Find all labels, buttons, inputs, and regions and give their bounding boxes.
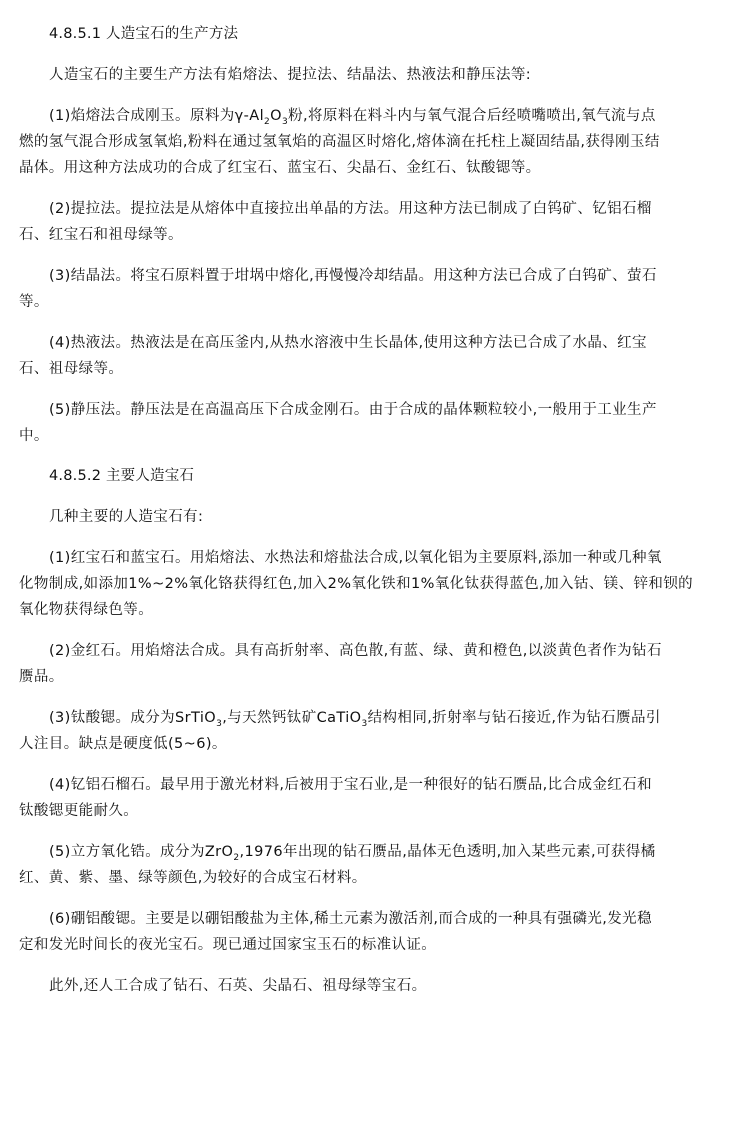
gem-ruby-sapphire [19,545,700,623]
gem-rutile [19,638,700,690]
gem-ruby-sapphire-line3: 氧化物获得绿色等。 [19,602,154,618]
method-crystallization-line2: 等。 [19,294,49,310]
intro-production-methods: 人造宝石的主要生产方法有焰熔法、提拉法、结晶法、热液法和静压法等: [49,67,532,83]
method-flame-fusion [19,103,700,181]
gem-yag [19,772,700,824]
method-flame-fusion-line1: (1)焰熔法合成刚玉。原料为$\gamma-Al_2O_3$粉,将原料在料斗内与氧气混合后经喷嘴喷出,氧气流与点 [49,108,656,127]
method-flame-fusion-line2: 燃的氢气混合形成氢氧焰,粉料在通过氢氧焰的高温区时熔化,熔体滴在托柱上凝固结晶,获得刚玉结 [19,134,660,150]
method-static-pressure-line2: 中。 [19,428,49,444]
gem-yag-line1: (4)钇铝石榴石。最早用于激光材料,后被用于宝石业,是一种很好的钻石赝品,比合成金红石和 [49,777,652,793]
gem-strontium-titanate-line1: (3)钛酸锶。成分为SrTiO$_3$,与天然钙钛矿CaTiO$_3$结构相同,折射率与钻石接近,作为钻石赝品引 [49,710,661,729]
method-hydrothermal [19,330,700,382]
gem-cubic-zirconia-line2: 红、黄、紫、墨、绿等颜色,为较好的合成宝石材料。 [19,870,367,886]
method-czochralski-line2: 石、红宝石和祖母绿等。 [19,227,183,243]
gem-strontium-aluminate-line2: 定和发光时间长的夜光宝石。现已通过国家宝玉石的标准认证。 [19,937,437,953]
method-crystallization-line1: (3)结晶法。将宝石原料置于坩埚中熔化,再慢慢冷却结晶。用这种方法已合成了白钨矿、萤石 [49,268,657,284]
gem-ruby-sapphire-line1: (1)红宝石和蓝宝石。用焰熔法、水热法和熔盐法合成,以氧化铝为主要原料,添加一种或几种氧 [49,550,662,566]
gem-strontium-titanate [19,705,700,757]
method-crystallization [19,263,700,315]
gem-rutile-line2: 赝品。 [19,669,64,685]
section-heading-main-gems: 4.8.5.2 主要人造宝石 [49,468,195,484]
gem-cubic-zirconia [19,839,700,891]
method-static-pressure-line1: (5)静压法。静压法是在高温高压下合成金刚石。由于合成的晶体颗粒较小,一般用于工业生产 [49,402,657,418]
method-hydrothermal-line1: (4)热液法。热液法是在高压釜内,从热水溶液中生长晶体,使用这种方法已合成了水晶、红宝 [49,335,647,351]
gem-strontium-aluminate-line1: (6)硼铝酸锶。主要是以硼铝酸盐为主体,稀土元素为激活剂,而合成的一种具有强磷光,发光稳 [49,911,652,927]
gem-yag-line2: 钛酸锶更能耐久。 [19,803,139,819]
method-czochralski [19,196,700,248]
method-static-pressure [19,397,700,449]
method-czochralski-line1: (2)提拉法。提拉法是从熔体中直接拉出单晶的方法。用这种方法已制成了白钨矿、钇铝石榴 [49,201,652,217]
gem-strontium-titanate-line2: 人注目。缺点是硬度低(5~6)。 [19,736,227,752]
gem-cubic-zirconia-line1: (5)立方氧化锆。成分为ZrO$_2$,1976年出现的钻石赝品,晶体无色透明,加入某些元素,可获得橘 [49,844,656,863]
closing-sentence: 此外,还人工合成了钻石、石英、尖晶石、祖母绿等宝石。 [49,978,427,994]
method-hydrothermal-line2: 石、祖母绿等。 [19,361,124,377]
gem-ruby-sapphire-line2: 化物制成,如添加1%~2%氧化铬获得红色,加入2%氧化铁和1%氧化钛获得蓝色,加入钴、镁、锌和钡的 [19,576,694,592]
gem-rutile-line1: (2)金红石。用焰熔法合成。具有高折射率、高色散,有蓝、绿、黄和橙色,以淡黄色者作为钻石 [49,643,662,659]
intro-main-gems: 几种主要的人造宝石有: [49,509,204,525]
gem-strontium-aluminate [19,906,700,958]
section-heading-production-methods: 4.8.5.1 人造宝石的生产方法 [49,26,239,42]
method-flame-fusion-line3: 晶体。用这种方法成功的合成了红宝石、蓝宝石、尖晶石、金红石、钛酸锶等。 [19,160,541,176]
